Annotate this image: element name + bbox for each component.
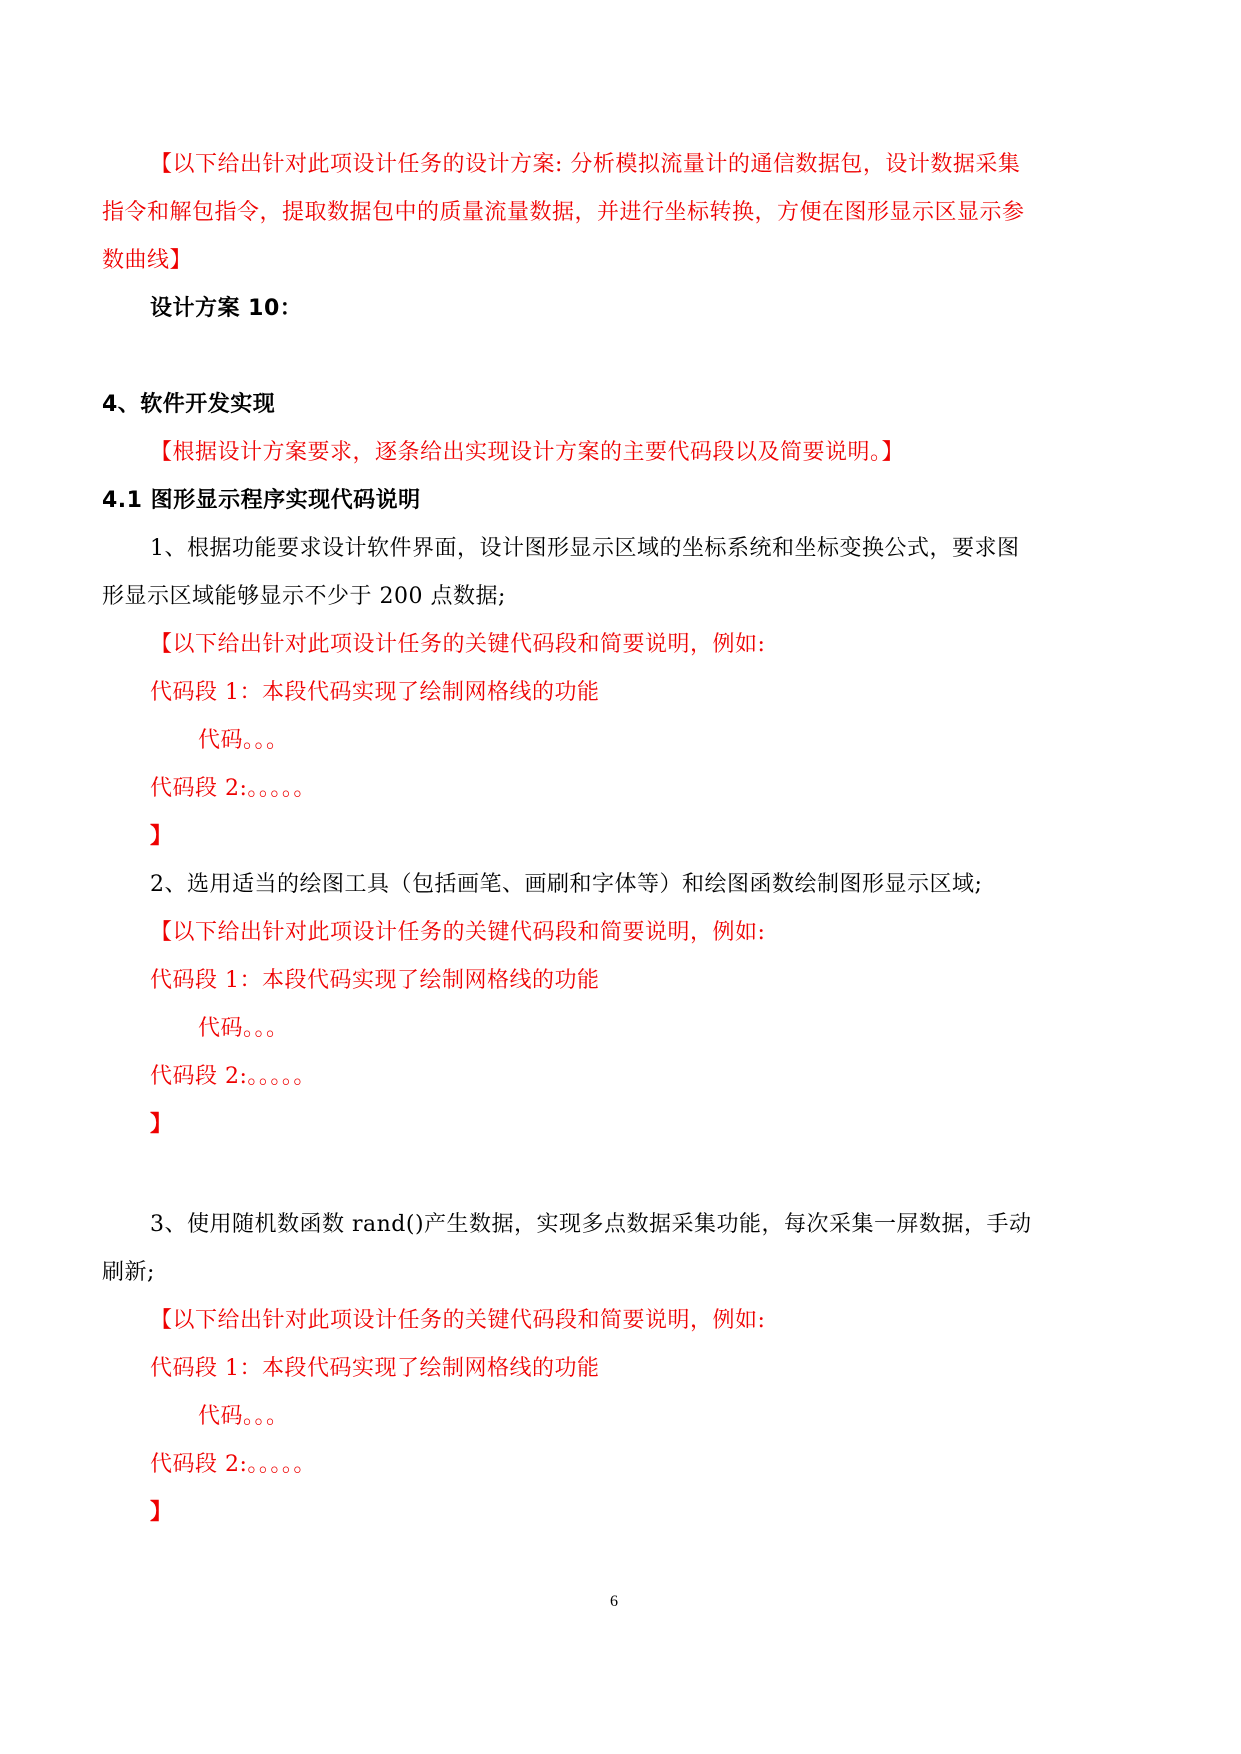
design-plan-title: 设计方案 10： — [150, 296, 303, 321]
item3-note: 【以下给出针对此项设计任务的关键代码段和简要说明，例如: — [150, 1308, 766, 1333]
section41-heading: 4.1 图形显示程序实现代码说明 — [102, 488, 421, 513]
section4-heading: 4、软件开发实现 — [102, 392, 276, 417]
item2-note: 【以下给出针对此项设计任务的关键代码段和简要说明，例如: — [150, 920, 766, 945]
item1-code1: 代码段 1：本段代码实现了绘制网格线的功能 — [150, 680, 600, 705]
item2-code1: 代码段 1：本段代码实现了绘制网格线的功能 — [150, 968, 600, 993]
item2-close-bracket: 】 — [150, 1112, 173, 1137]
design-plan-note-line1: 【以下给出针对此项设计任务的设计方案: 分析模拟流量计的通信数据包，设计数据采集 — [150, 152, 1021, 177]
page-number: 6 — [610, 1593, 618, 1610]
item2-code-text: 代码。。。 — [198, 1016, 289, 1041]
item3-desc-line1: 3、使用随机数函数 rand()产生数据，实现多点数据采集功能，每次采集一屏数据，手动 — [150, 1212, 1032, 1237]
item1-desc-line2: 形显示区域能够显示不少于 200 点数据; — [102, 584, 506, 609]
item2-code2: 代码段 2:。。。。。 — [150, 1064, 316, 1089]
section4-note: 【根据设计方案要求，逐条给出实现设计方案的主要代码段以及简要说明。】 — [150, 440, 905, 465]
item3-desc-line2: 刷新; — [102, 1260, 155, 1285]
item3-code2: 代码段 2:。。。。。 — [150, 1452, 316, 1477]
item1-desc-line1: 1、根据功能要求设计软件界面，设计图形显示区域的坐标系统和坐标变换公式，要求图 — [150, 536, 1020, 561]
item1-close-bracket: 】 — [150, 824, 173, 849]
item3-code-text: 代码。。。 — [198, 1404, 289, 1429]
item1-code-text: 代码。。。 — [198, 728, 289, 753]
design-plan-note-line3: 数曲线】 — [102, 248, 193, 273]
item3-code1: 代码段 1：本段代码实现了绘制网格线的功能 — [150, 1356, 600, 1381]
item3-close-bracket: 】 — [150, 1500, 173, 1525]
item2-desc-line1: 2、选用适当的绘图工具（包括画笔、画刷和字体等）和绘图函数绘制图形显示区域; — [150, 872, 983, 897]
item1-code2: 代码段 2:。。。。。 — [150, 776, 316, 801]
item1-note: 【以下给出针对此项设计任务的关键代码段和简要说明，例如: — [150, 632, 766, 657]
design-plan-note-line2: 指令和解包指令，提取数据包中的质量流量数据，并进行坐标转换，方便在图形显示区显示参 — [102, 200, 1025, 225]
